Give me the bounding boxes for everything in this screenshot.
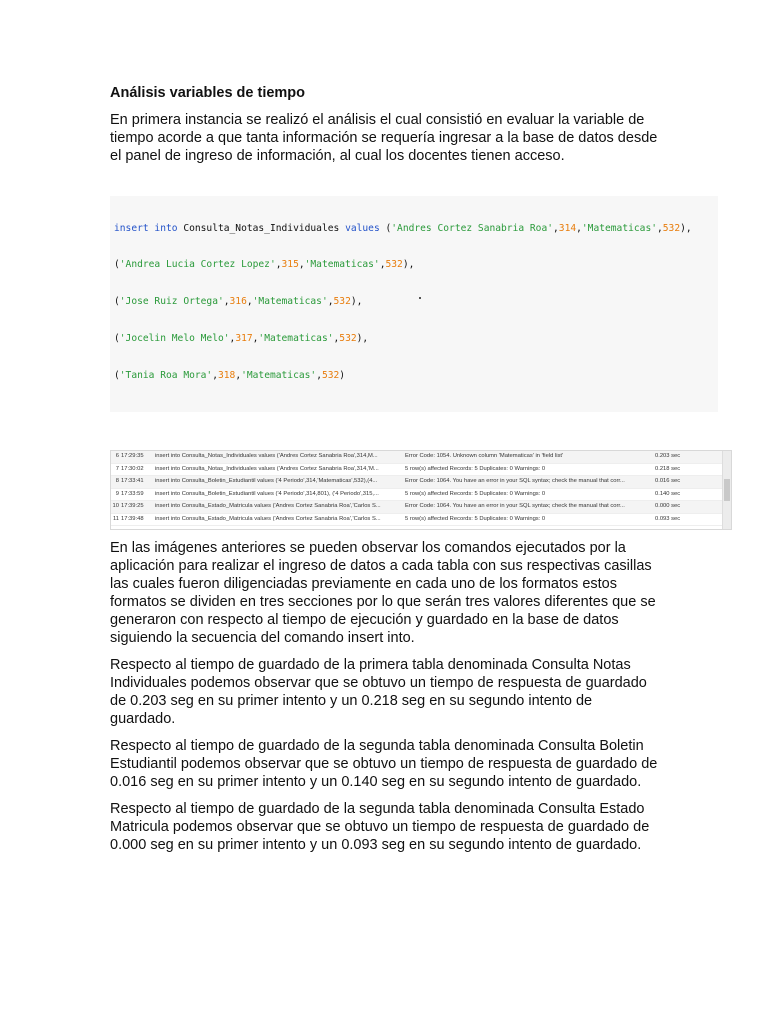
code-punct: , <box>327 296 334 308</box>
code-string: 'Andrea Lucia Cortez Lopez' <box>119 259 276 271</box>
log-action: insert into Consulta_Notas_Individuales values ('Andres Cortez Sanabria Roa',314,M... <box>155 453 378 459</box>
code-insert-line <box>114 223 714 235</box>
log-index: 8 <box>115 478 119 484</box>
sql-code-image <box>110 196 718 412</box>
stray-dot <box>419 297 421 299</box>
code-punct: ), <box>680 222 692 234</box>
code-string: 'Matematicas' <box>581 222 657 234</box>
log-time: 17:30:02 <box>121 465 144 472</box>
log-message: Error Code: 1064. You have an error in your SQL syntax; check the manual that corr... <box>405 478 625 484</box>
code-punct: , <box>229 333 236 345</box>
code-string: 'Tania Roa Mora' <box>119 370 213 382</box>
code-punct: ) <box>339 370 346 382</box>
code-number: 314 <box>558 222 577 234</box>
code-table-name: Consulta_Notas_Individuales <box>177 222 346 234</box>
log-message: Error Code: 1064. You have an error in your SQL syntax; check the manual that corr... <box>405 503 625 509</box>
paragraph-boletin: Respecto al tiempo de guardado de la segunda tabla denominada Consulta Boletin Estudiantil podemos observar que se obtuvo un tiempo de respuesta de guardado de 0.016 seg en su primer intento y un 0.140 seg en su segundo intento de guardado. <box>110 738 658 790</box>
code-punct: ( <box>385 222 392 234</box>
log-duration: 0.016 sec <box>655 478 681 484</box>
paragraph-matricula: Respecto al tiempo de guardado de la segunda tabla denominada Consulta Estado Matricula podemos observar que se obtuvo un tiempo de respuesta de guardado de 0.000 seg en su primer intento y un 0.093 seg en su segundo intento de guardado. <box>110 801 650 853</box>
code-string: 'Matematicas' <box>252 296 328 308</box>
code-punct: , <box>212 370 218 382</box>
code-punct: , <box>379 259 386 271</box>
code-number: 532 <box>333 296 351 308</box>
action-output-log <box>110 450 732 530</box>
section-heading: Análisis variables de tiempo <box>110 85 306 101</box>
code-punct: , <box>657 222 663 234</box>
log-message: Error Code: 1054. Unknown column 'Matematicas' in 'field list' <box>405 453 564 459</box>
code-punct: , <box>275 259 282 271</box>
code-punct: , <box>333 333 340 345</box>
code-row <box>114 259 714 271</box>
log-action: insert into Consulta_Estado_Matricula values ('Andres Cortez Sanabria Roa','Carlos S... <box>155 515 381 522</box>
code-number: 315 <box>281 259 299 271</box>
code-keyword: insert into <box>114 222 178 234</box>
code-keyword: values <box>345 222 380 234</box>
document-body <box>110 539 660 863</box>
code-string: 'Matematicas' <box>304 259 380 271</box>
log-scrollbar[interactable] <box>722 451 731 529</box>
document-top <box>110 84 660 174</box>
code-punct: ), <box>402 259 415 271</box>
code-number: 316 <box>229 296 247 308</box>
log-time: 17:39:48 <box>121 515 144 522</box>
code-punct: ( <box>114 370 120 382</box>
log-action: insert into Consulta_Notas_Individuales values ('Andres Cortez Sanabria Roa',314,'M... <box>155 465 379 472</box>
log-row[interactable] <box>111 489 731 502</box>
log-duration: 0.218 sec <box>655 465 681 472</box>
paragraph-explanation: En las imágenes anteriores se pueden observar los comandos ejecutados por la aplicación para realizar el ingreso de datos a cada tabla con sus respectivas casillas las cuales fueron diligenciadas previamente en cada uno de los formatos estos formatos se dividen en tres secciones por lo que serán tres valores diferentes que se generaron con respecto al tiempo de ejecución y guardado en la base de datos siguiendo la secuencia del comando insert into. <box>110 540 656 646</box>
code-string: 'Andres Cortez Sanabria Roa' <box>391 222 554 234</box>
code-row <box>114 296 714 308</box>
code-number: 532 <box>662 222 681 234</box>
code-string: 'Matematicas' <box>258 333 334 345</box>
log-time: 17:33:41 <box>121 478 144 484</box>
code-punct: , <box>223 296 230 308</box>
code-string: 'Jocelin Melo Melo' <box>119 333 230 345</box>
code-punct: ( <box>114 333 120 345</box>
code-punct: ( <box>114 259 120 271</box>
log-index: 9 <box>115 490 119 497</box>
code-punct: ( <box>114 296 120 308</box>
log-row[interactable] <box>111 476 731 489</box>
log-duration: 0.093 sec <box>655 515 681 522</box>
code-row <box>114 370 714 382</box>
code-number: 532 <box>339 333 357 345</box>
log-row[interactable] <box>111 464 731 477</box>
code-punct: , <box>576 222 582 234</box>
log-row[interactable] <box>111 501 731 514</box>
log-index: 7 <box>115 465 119 472</box>
code-punct: , <box>235 370 242 382</box>
code-string: 'Matematicas' <box>241 370 317 382</box>
code-number: 318 <box>217 370 236 382</box>
code-row-0 <box>386 223 692 234</box>
code-string: 'Jose Ruiz Ortega' <box>119 296 224 308</box>
log-message: 5 row(s) affected Records: 5 Duplicates: 0 Warnings: 0 <box>405 465 546 472</box>
code-punct: , <box>298 259 305 271</box>
log-index: 6 <box>115 453 119 459</box>
log-rows <box>111 451 731 526</box>
log-time: 17:33:59 <box>121 490 144 497</box>
paragraph-notas: Respecto al tiempo de guardado de la primera tabla denominada Consulta Notas Individuales podemos observar que se obtuvo un tiempo de respuesta de guardado de 0.203 seg en su primer intento y un 0.218 seg en su segundo intento de guardado. <box>110 657 647 727</box>
code-block-notas <box>114 198 714 407</box>
log-time: 17:39:25 <box>121 503 144 509</box>
log-action: insert into Consulta_Boletin_Estudiantil values ('4 Periodo',314,801), ('4 Periodo',315,... <box>155 490 379 497</box>
log-row[interactable] <box>111 514 731 527</box>
code-number: 532 <box>385 259 403 271</box>
log-index: 10 <box>112 503 119 509</box>
code-number: 532 <box>321 370 340 382</box>
code-punct: , <box>316 370 322 382</box>
log-action: insert into Consulta_Estado_Matricula values ('Andres Cortez Sanabria Roa','Carlos S... <box>155 503 381 509</box>
log-action: insert into Consulta_Boletin_Estudiantil values ('4 Periodo',314,'Matematicas',532),(4... <box>155 478 378 484</box>
log-duration: 0.000 sec <box>655 503 681 509</box>
code-number: 317 <box>235 333 253 345</box>
log-scrollbar-thumb[interactable] <box>724 479 730 501</box>
log-duration: 0.140 sec <box>655 490 681 497</box>
log-index: 11 <box>112 515 119 522</box>
code-row <box>114 333 714 345</box>
intro-paragraph: En primera instancia se realizó el análisis el cual consistió en evaluar la variable de tiempo acorde a que tanta información se requería ingresar a la base de datos desde el panel de ingreso de información, al cual los docentes tienen acceso. <box>110 112 658 164</box>
log-message: 5 row(s) affected Records: 5 Duplicates: 0 Warnings: 0 <box>405 490 546 497</box>
log-duration: 0.203 sec <box>655 453 681 459</box>
code-punct: , <box>252 333 259 345</box>
code-punct: , <box>553 222 559 234</box>
code-punct: ), <box>356 333 369 345</box>
code-punct: , <box>246 296 253 308</box>
code-punct: ), <box>350 296 363 308</box>
log-time: 17:29:35 <box>121 453 144 459</box>
log-message: 5 row(s) affected Records: 5 Duplicates: 0 Warnings: 0 <box>405 515 546 522</box>
log-row[interactable] <box>111 451 731 464</box>
